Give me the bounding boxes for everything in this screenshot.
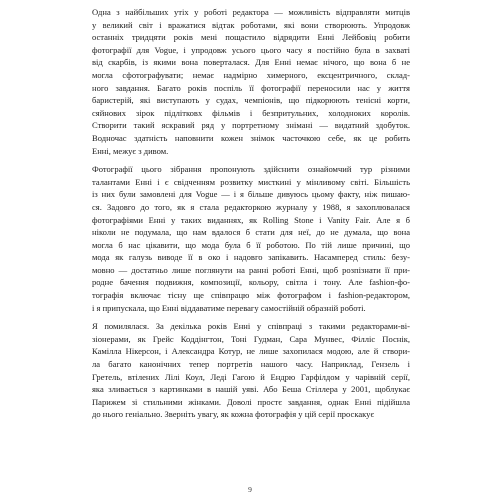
text-line: баристерій, які виступають у судах, чемпіонів, що підкорюють тенісні корти,: [92, 95, 410, 106]
text-line: тографія включає тісну ще співпрацю між фотографом і fashion-редактором,: [92, 290, 410, 301]
text-line: Створити такий яскравий ряд у портретному знімані — видатний здобуток.: [92, 120, 410, 131]
text-line: із них були замовлені для Vogue — і я більше дивуюсь цьому факту, ніж пишаю-: [92, 189, 410, 200]
text-line: мовно — достатньо лише поглянути на ранні роботі Енні, щоб розпізнати її при-: [92, 264, 410, 275]
text-line: ся. Задовго до того, як я стала редакторкою журналу у 1988, я захоплювалася: [92, 201, 410, 212]
text-line: і я припускала, що Енні віддаватиме перевагу самостійній образній роботі.: [92, 302, 366, 313]
text-line: Гретель, втілених Лілі Коул, Леді Гагою й Ендрю Гарфілдом у чарівній серії,: [92, 371, 410, 382]
text-line: у великий світ і вражатися відтак роботами, які вони створюють. Упродовж: [92, 19, 410, 30]
text-line: Енні, межує з дивом.: [92, 145, 169, 156]
text-line: сяйнових зірок підлітковх фільмів і безпритульних, холодноких королів.: [92, 107, 410, 118]
paragraph-2: [92, 163, 410, 314]
text-line: фотографії для Vogue, і упродовж усього цього часу я постійно була в захваті: [92, 44, 410, 55]
body-text: [92, 6, 410, 421]
text-line: могла б нас цікавити, що мода була б її роботою. По тій лише причині, що: [92, 239, 410, 250]
text-line: Парижем зі стильними жінками. Доволі простє завдання, однак Енні підійшла: [92, 396, 410, 407]
text-line: могла сфотографувати; немає надмірно химерного, ексцентричного, склад-: [92, 69, 410, 80]
text-line: до нього геніально. Зверніть увагу, як кожна фотографія у цій серії проскакує: [92, 409, 375, 420]
text-line: мода як галузь виводе її в око і надовго запікавить. Насамперед стиль: безу-: [92, 252, 410, 263]
text-line: ного завдання. Багато років поспіль її фотографії переносили нас у життя: [92, 82, 410, 93]
text-line: зіонерами, як Грейс Коддінгтон, Тоні Гудман, Сара Мунвес, Філліс Поснік,: [92, 333, 410, 344]
text-line: від скарбів, із якими вона поверталася. Для Енні немає нічого, що вона б не: [92, 57, 410, 68]
text-line: родне бачення подвижня, композиції, кольору, світла і тону. Але fashion-фо-: [92, 277, 410, 288]
text-line: ла багато канонічних тепер портретів нашого часу. Наприклад, Гензель і: [92, 359, 410, 370]
text-line: Камілла Нікерсон, і Александра Котур, не лише захопилася модою, але й створи-: [92, 346, 410, 357]
page-number: 9: [248, 485, 252, 494]
text-line: талантами Енні і є свідченням розвитку мисткині у мінливому світі. Більшість: [92, 176, 410, 187]
text-line: фотографіями Енні у таких виданнях, як Rolling Stone і Vanity Fair. Але я б: [92, 214, 410, 225]
paragraph-1: [92, 6, 410, 157]
text-line: яка зливається з картинками в нашій уяві. Або Беша Стіллера у 2001, щоблукає: [92, 384, 410, 395]
text-line: Фотографії цього зібрання пропонують здійснити ознайомчий тур різними: [92, 164, 410, 175]
text-line: Я помилялася. За декілька років Енні у співпраці з такими редакторами-ві-: [92, 321, 410, 332]
paragraph-3: [92, 320, 410, 421]
text-line: Водночас здатність наповнити кожен знімок часточкою себе, як це робить: [92, 132, 410, 143]
text-line: ніколи не подумала, що нам вдалося б стати для неї, до не думала, що вона: [92, 227, 410, 238]
text-line: Одна з найбільших утіх у роботі редактора — можливість відправляти митців: [92, 7, 410, 17]
text-line: останніх тридцяти років мені пощастило відрядити Енні Лейбовіц робити: [92, 32, 410, 43]
